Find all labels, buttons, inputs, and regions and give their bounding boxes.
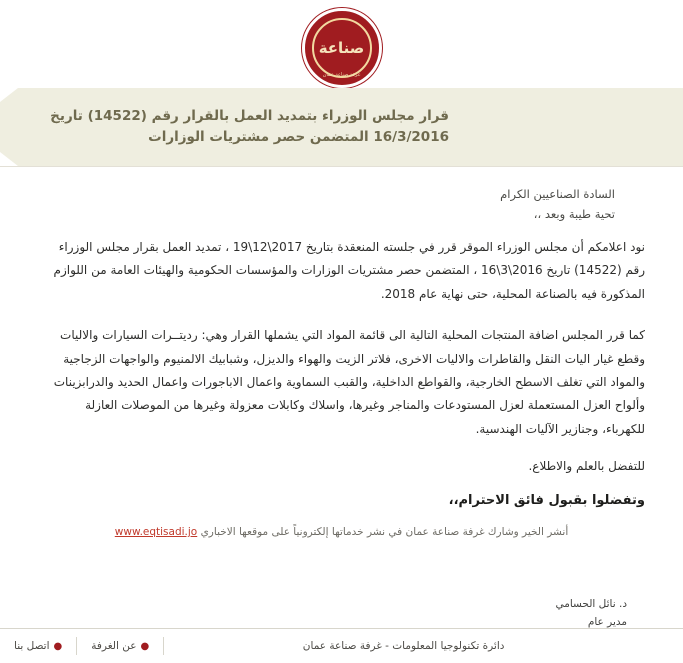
footer-link-contact[interactable] bbox=[0, 640, 76, 652]
closing-note: للتفضل بالعلم والاطلاع. bbox=[528, 459, 645, 474]
seal-subtext: غرفة صناعة عمان bbox=[322, 72, 361, 78]
logo-container bbox=[0, 8, 683, 88]
signature-title: مدير عام bbox=[587, 616, 627, 629]
eqtisadi-link[interactable]: www.eqtisadi.jo bbox=[114, 526, 198, 539]
ribbon-notch-top bbox=[0, 88, 18, 102]
bullet-icon: ● bbox=[140, 641, 150, 652]
chamber-seal-icon bbox=[302, 8, 382, 88]
formal-closing: وتفضلوا بقبول فائق الاحترام،، bbox=[448, 493, 645, 509]
footer bbox=[0, 628, 683, 663]
footer-divider-1 bbox=[163, 637, 164, 655]
seal-text: صناعة bbox=[318, 38, 365, 57]
footer-credit: دائرة تكنولوجيا المعلومات - غرفة صناعة عمان bbox=[302, 640, 505, 652]
title-ribbon bbox=[0, 88, 683, 166]
promo-text: أنشر الخير وشارك غرفة صناعة عمان في نشر خدماتها إلكترونياً على موقعها الاخباري bbox=[200, 526, 569, 539]
salutation-line-1: السادة الصناعيين الكرام bbox=[500, 187, 615, 201]
document-body bbox=[0, 167, 683, 652]
page-title: قرار مجلس الوزراء بتمديد العمل بالقرار رقم (14522) تاريخ 16/3/2016 المتضمن حصر مشتريات الوزارات bbox=[50, 108, 449, 145]
bullet-icon: ● bbox=[53, 641, 63, 652]
footer-link-about-label: عن الغرفة bbox=[91, 640, 137, 652]
paragraph-2: كما قرر المجلس اضافة المنتجات المحلية التالية الى قائمة المواد التي يشملها القرار وهي: رديتــرات السيارات والاليات وقطع غيار اليات النقل والقاطرات والاليات الاخرى، فلاتر الزيت والهواء والديزل، وشبابيك الالمنيوم والواجهات الزجاجية والمواد التي تغلف الاسطح الخارجية، والقواطع الداخلية، والقبب السماوية واعمال الاباجورات واعمال الحديد والدرابزينات وألواح العزل المستعملة لعزل المستودعات والمناجر وغيرها، واسلاك وكابلات معزولة وغيرها من الموصلات العازلة للكهرباء، وجنازير الآليات الهندسية. bbox=[53, 328, 645, 436]
signature-name: د. نائل الحسامي bbox=[555, 598, 627, 611]
salutation bbox=[28, 185, 615, 224]
footer-link-contact-label: اتصل بنا bbox=[14, 640, 50, 652]
paragraph-1: نود اعلامكم أن مجلس الوزراء الموقر قرر في جلسته المنعقدة بتاريخ 2017\12\19 ، تمديد العمل بقرار مجلس الوزراء رقم (14522) تاريخ 2016\3\16 ، المتضمن حصر مشتريات الوزارات والمؤسسات الحكومية والهيئات العامة من اللوازم المذكورة فيه بالصناعة المحلية، حتى نهاية عام 2018. bbox=[53, 240, 645, 301]
promo-line bbox=[28, 526, 655, 538]
footer-link-about[interactable] bbox=[77, 640, 163, 652]
ribbon-notch-bottom bbox=[0, 152, 18, 166]
document-header bbox=[0, 0, 683, 167]
seal-inner-ring bbox=[312, 18, 372, 78]
salutation-line-2: تحية طيبة وبعد ،، bbox=[533, 206, 615, 221]
